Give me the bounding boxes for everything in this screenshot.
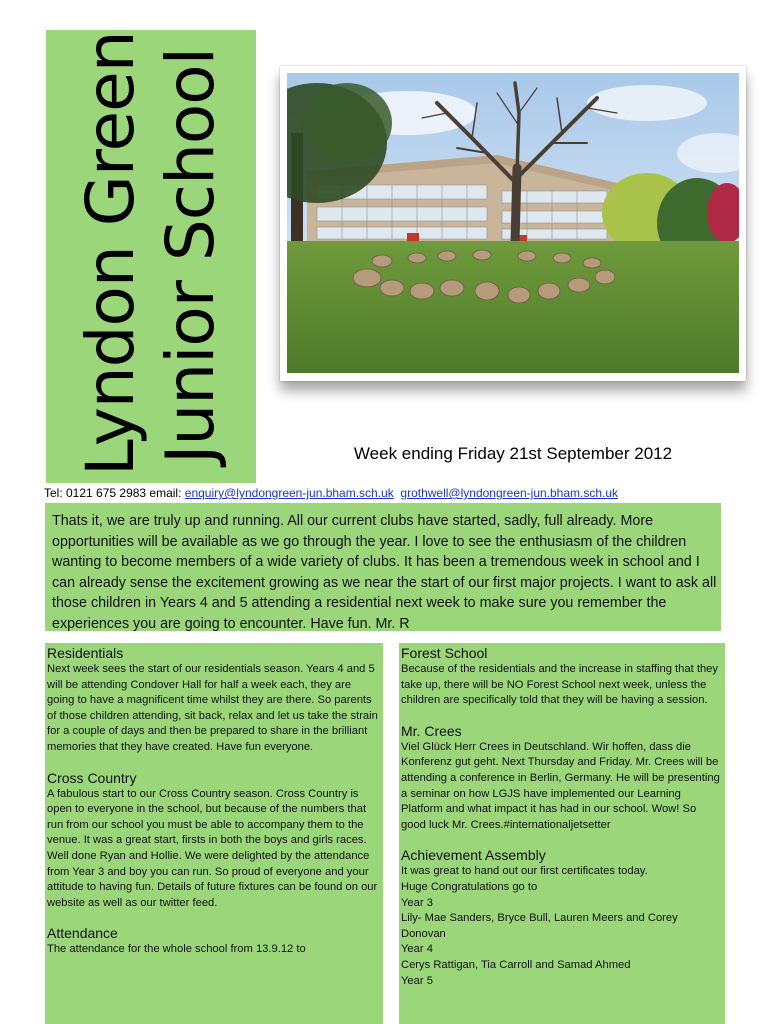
- headteacher-intro: [45, 503, 721, 631]
- achievement-line: It was great to hand out our first certificates today.: [401, 865, 648, 878]
- school-photo: [287, 73, 739, 373]
- section-heading: Attendance: [47, 925, 118, 942]
- achievement-line: Year 3: [401, 896, 433, 909]
- contact-info: [44, 486, 764, 500]
- section-heading: Mr. Crees: [401, 722, 462, 739]
- section-heading: Achievement Assembly: [401, 847, 546, 864]
- school-name-line2: Junior School: [152, 47, 229, 465]
- achievement-line: Huge Congratulations go to: [401, 880, 538, 893]
- section-body: A fabulous start to our Cross Country season. Cross Country is open to everyone in the school, but because of the numbers that run from our school you must be able to accompany them to the venue. It was a great start, firsts in both the boys and girls races. Well done Ryan and Hollie. We were delighted by the attendance from Year 3 and boy you can run. So proud of everyone and your attitude to having fun. Details of future fixtures can be found on our website as well as our twitter feed.: [47, 787, 378, 909]
- school-photo-frame: [280, 66, 746, 381]
- section-heading: Residentials: [47, 645, 124, 661]
- achievement-line: Cerys Rattigan, Tia Carroll and Samad Ahmed: [401, 958, 631, 971]
- school-photo-illustration: [287, 73, 739, 373]
- masthead-panel: [46, 30, 256, 483]
- left-column: [45, 643, 383, 1024]
- contact-phone-prefix: Tel: 0121 675 2983 email:: [44, 486, 185, 500]
- section-body: Because of the residentials and the increase in staffing that they take up, there will be NO Forest School next week, unless the children are specifically told that they will be having a session.: [401, 663, 718, 707]
- section-cross-country: [47, 770, 379, 912]
- achievement-line: Lily- Mae Sanders, Bryce Bull, Lauren Meers and Corey Donovan: [401, 912, 678, 940]
- section-body: The attendance for the whole school from 13.9.12 to: [47, 943, 306, 956]
- right-column: [399, 643, 725, 1024]
- week-ending-date: Week ending Friday 21st September 2012: [353, 444, 673, 463]
- school-name-line1: Lyndon Green: [72, 31, 149, 476]
- section-heading: Cross Country: [47, 769, 137, 786]
- section-forest-school: [401, 645, 721, 709]
- email-link-enquiry[interactable]: enquiry@lyndongreen-jun.bham.sch.uk: [184, 486, 394, 500]
- email-link-grothwell[interactable]: grothwell@lyndongreen-jun.bham.sch.uk: [400, 486, 619, 500]
- section-heading: Forest School: [401, 645, 488, 661]
- section-achievement-assembly: [401, 847, 721, 989]
- section-residentials: [47, 645, 379, 756]
- section-body: Next week sees the start of our residentials season. Years 4 and 5 will be attending Condover Hall for half a week each, they are going to have a magnificent time whilst they are there. So parents of those children attending, sit back, relax and let us take the strain for a couple of days and then be prepared to share in the brilliant memories that they have created. Have fun everyone.: [47, 663, 378, 753]
- section-body: Viel Glück Herr Crees in Deutschland. Wir hoffen, dass die Konferenz gut geht. Next Thursday and Friday. Mr. Crees will be attending a conference in Berlin, Germany. He will be presenting a seminar on how LGJS have implemented our Learning Platform and what impact it has had in our school. Wow! So good luck Mr. Crees.#internationaljetsetter: [401, 740, 720, 831]
- section-attendance: [47, 925, 379, 958]
- achievement-line: Year 4: [401, 943, 433, 956]
- school-name: [71, 31, 231, 476]
- section-mr-crees: [401, 723, 721, 834]
- section-body: [401, 864, 721, 989]
- achievement-line: Year 5: [401, 974, 433, 987]
- intro-text: Thats it, we are truly up and running. All our current clubs have started, sadly, full already. More opportunities will be available as we go through the year. I love to see the enthusiasm of the children wanting to become members of a wide variety of clubs. It has been a tremendous week in school and I can already sense the excitement growing as we near the start of our first major projects. I want to ask all those children in Years 4 and 5 attending a residential next week to make sure you remember the experiences you are going to encounter. Have fun. Mr. R: [52, 513, 717, 632]
